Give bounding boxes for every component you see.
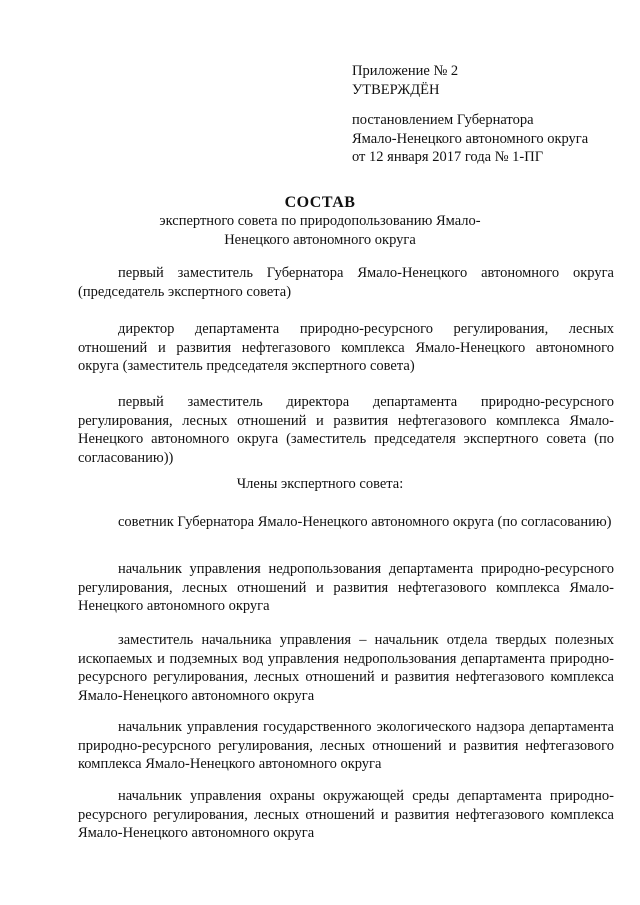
member-item: советник Губернатора Ямало-Ненецкого автономного округа (по согласованию) bbox=[118, 514, 612, 530]
leader-item: первый заместитель директора департамента природно-ресурсного регулирования, лесных отношений и развития нефтегазового комплекса Ямало-Ненецкого автономного округа (заместитель председателя экспертного совета (по согласованию)) bbox=[78, 394, 614, 466]
approval-line-2: Ямало-Ненецкого автономного округа bbox=[352, 130, 589, 147]
member-item: начальник управления недропользования департамента природно-ресурсного регулирования, лесных отношений и развития нефтегазового комплекса Ямало-Ненецкого автономного округа bbox=[78, 561, 614, 614]
member-item: начальник управления охраны окружающей среды департамента природно-ресурсного регулирования, лесных отношений и развития нефтегазового комплекса Ямало-Ненецкого автономного округа bbox=[78, 788, 614, 841]
members-heading: Члены экспертного совета: bbox=[236, 476, 404, 492]
approval-line-3: от 12 января 2017 года № 1-ПГ bbox=[352, 149, 544, 165]
approval-line-1: постановлением Губернатора bbox=[352, 112, 534, 128]
appendix-number: Приложение № 2 bbox=[352, 63, 459, 79]
approval-block bbox=[352, 62, 622, 167]
leader-item: директор департамента природно-ресурсного регулирования, лесных отношений и развития нефтегазового комплекса Ямало-Ненецкого автономного округа (заместитель председателя экспертного совета) bbox=[78, 321, 614, 374]
member-item: начальник управления государственного экологического надзора департамента природно-ресурсного регулирования, лесных отношений и развития нефтегазового комплекса Ямало-Ненецкого автономного округа bbox=[78, 719, 614, 772]
approved-stamp-text: УТВЕРЖДЁН bbox=[352, 81, 440, 98]
document-title: СОСТАВ bbox=[284, 194, 356, 211]
document-subtitle: экспертного совета по природопользованию Ямало-Ненецкого автономного округа bbox=[159, 213, 481, 248]
leader-item: первый заместитель Губернатора Ямало-Ненецкого автономного округа (председатель экспертного совета) bbox=[78, 265, 614, 300]
member-item: заместитель начальника управления – начальник отдела твердых полезных ископаемых и подземных вод управления недропользования департамента природно-ресурсного регулирования, лесных отношений и развития нефтегазового комплекса Ямало-Ненецкого автономного округа bbox=[78, 632, 614, 704]
